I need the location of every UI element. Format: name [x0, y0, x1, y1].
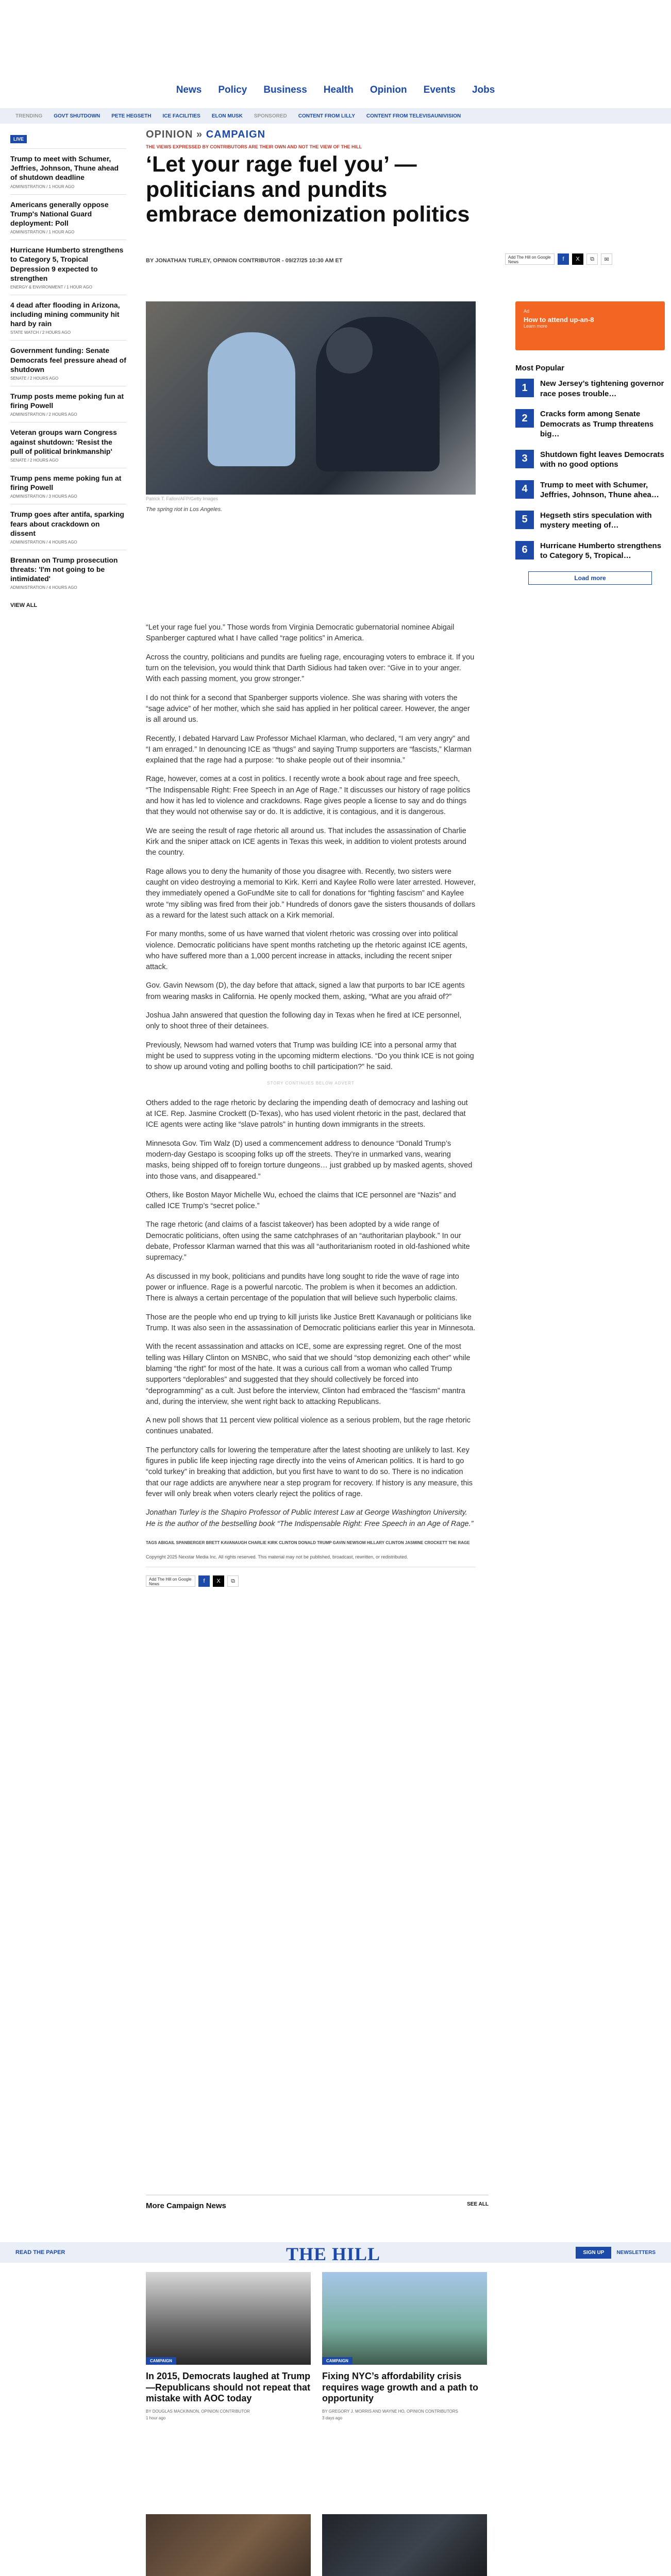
photo-credit: Patrick T. Fallon/AFP/Getty Images	[146, 496, 218, 501]
list-item[interactable]	[10, 504, 126, 550]
ad-banner[interactable]	[515, 301, 665, 350]
the-hill-logo[interactable]: THE HILL	[286, 2244, 381, 2264]
list-item[interactable]	[10, 295, 126, 341]
most-popular-item[interactable]	[515, 379, 665, 399]
list-item-meta: ADMINISTRATION / 4 HOURS AGO	[10, 585, 77, 590]
copy-link-icon[interactable]: ⧉	[227, 1575, 239, 1587]
list-item-title[interactable]: Hurricane Humberto strengthens to Category 5, Tropical Depression 9 expected to strengthen	[10, 246, 124, 282]
list-item-meta: ENERGY & ENVIRONMENT / 1 HOUR AGO	[10, 284, 92, 290]
x-icon[interactable]: X	[213, 1575, 224, 1587]
article-paragraph: Those are the people who end up trying to kill jurists like Justice Brett Kavanaugh or politicians like Trump. It was also seen in the assassination of Democratic politicians earlier this year in Minnesota.	[146, 1313, 476, 1332]
nav-news[interactable]: News	[176, 84, 202, 95]
latest-news-rail	[10, 134, 126, 608]
nav-opinion[interactable]: Opinion	[370, 84, 407, 95]
most-popular-item[interactable]	[515, 480, 665, 500]
photo-caption: The spring riot in Los Angeles.	[146, 506, 223, 513]
news-card[interactable]	[146, 2514, 311, 2576]
list-item-meta: ADMINISTRATION / 4 HOURS AGO	[10, 539, 77, 545]
main-nav	[0, 77, 671, 103]
trending-link[interactable]: PETE HEGSETH	[111, 113, 152, 119]
list-item[interactable]	[10, 340, 126, 386]
sponsored-label: SPONSORED	[254, 113, 287, 119]
breadcrumb	[146, 129, 265, 141]
most-popular-title[interactable]: Shutdown fight leaves Democrats with no good options	[540, 450, 664, 469]
article-paragraph: The perfunctory calls for lowering the temperature after the latest shooting are unlikely to last. Key figures in public life keep injecting rage directly into the veins of American politics. It is hard to go “cold turkey” in breaking that addiction, but you first have to want to do so. There is no indication that our rage addicts are anywhere near a step program for recovery. If history is any measure, this fever will only break when voters clearly reject the politics of rage.	[146, 1446, 473, 1498]
sign-up-button[interactable]: SIGN UP	[576, 2247, 611, 2259]
trending-link[interactable]: GOVT SHUTDOWN	[54, 113, 100, 119]
most-popular-heading: Most Popular	[515, 364, 565, 372]
breadcrumb-opinion[interactable]: OPINION	[146, 129, 193, 140]
category-badge: CAMPAIGN	[146, 2357, 176, 2365]
news-card[interactable]	[146, 2272, 311, 2420]
article-paragraph: Others, like Boston Mayor Michelle Wu, echoed the claims that ICE personnel are “Nazis” and called ICE Trump’s “secret police.”	[146, 1191, 456, 1211]
card-time: 1 hour ago	[146, 2415, 166, 2420]
article-paragraph: Rage, however, comes at a cost in politics. I recently wrote a book about rage and free speech, “The Indispensable Right: Free Speech in an Age of Rage.” It discusses our history of rage politics and how it has led to violence and crackdowns. Rage gives people a license to say and do things that they would not otherwise say or do. It is addictive, it is contagious, and it is dangerous.	[146, 775, 471, 817]
list-item-meta: ADMINISTRATION / 1 HOUR AGO	[10, 184, 75, 189]
copyright: Copyright 2025 Nexstar Media Inc. All rights reserved. This material may not be published, broadcast, rewritten, or redistributed.	[146, 1554, 476, 1568]
hill-bar	[0, 2242, 671, 2263]
card-byline: BY DOUGLAS MACKINNON, OPINION CONTRIBUTOR	[146, 2409, 250, 2414]
rank-badge: 1	[515, 379, 534, 397]
news-card[interactable]	[322, 2272, 487, 2420]
live-badge: LIVE	[10, 135, 27, 143]
article-paragraph: As discussed in my book, politicians and pundits have long sought to ride the wave of rage into power or influence. Rage is a powerful narcotic. The problem is when it becomes an addiction. There is always a certain percentage of the population that will believe such hyperbolic claims.	[146, 1272, 459, 1303]
list-item-title[interactable]: Brennan on Trump prosecution threats: 'I'm not going to be intimidated'	[10, 555, 118, 583]
google-news-button[interactable]: Add The Hill on Google News	[146, 1575, 195, 1587]
lead-photo	[146, 301, 476, 495]
hill-bar-actions	[576, 2247, 656, 2259]
more-news-title: More Campaign News	[146, 2201, 226, 2210]
list-item-meta: ADMINISTRATION / 3 HOURS AGO	[10, 494, 77, 499]
nav-events[interactable]: Events	[423, 84, 456, 95]
nav-business[interactable]: Business	[263, 84, 307, 95]
list-item[interactable]	[10, 194, 126, 240]
ad-slug: STORY CONTINUES BELOW ADVERT	[267, 1080, 355, 1086]
card-image[interactable]	[146, 2514, 311, 2576]
article-paragraph: Previously, Newsom had warned voters that Trump was building ICE into a personal army that might be used to suppress voting in the upcoming midterm elections. “Do you think ICE is not going to show up around voting and polling booths to chill participation?” he said.	[146, 1041, 474, 1072]
list-item[interactable]	[10, 422, 126, 468]
most-popular-item[interactable]	[515, 511, 665, 531]
most-popular-title[interactable]: New Jersey’s tightening governor race poses trouble…	[540, 379, 664, 398]
see-all-link[interactable]: SEE ALL	[467, 2201, 489, 2207]
newsletters-link[interactable]: NEWSLETTERS	[616, 2249, 656, 2256]
breadcrumb-separator: »	[196, 129, 203, 140]
list-item[interactable]	[10, 386, 126, 422]
article-paragraph: A new poll shows that 11 percent view political violence as a serious problem, but the rage rhetoric continues unabated.	[146, 1416, 471, 1436]
most-popular-title[interactable]: Hurricane Humberto strengthens to Category 5, Tropical…	[540, 541, 662, 560]
rank-badge: 6	[515, 541, 534, 560]
card-image[interactable]	[322, 2514, 487, 2576]
category-badge: CAMPAIGN	[322, 2357, 353, 2365]
list-item-meta: ADMINISTRATION / 1 HOUR AGO	[10, 230, 75, 235]
trending-link[interactable]: CONTENT FROM LILLY	[298, 113, 355, 119]
most-popular-title[interactable]: Trump to meet with Schumer, Jeffries, Johnson, Thune ahea…	[540, 480, 659, 499]
trending-link[interactable]: CONTENT FROM TELEVISAUNIVISION	[366, 113, 461, 119]
card-byline: BY GREGORY J. MORRIS AND WAYNE HO, OPINION CONTRIBUTORS	[322, 2409, 458, 2414]
card-time: 3 days ago	[322, 2415, 343, 2420]
most-popular-title[interactable]: Cracks form among Senate Democrats as Trump threatens big…	[540, 410, 654, 438]
rank-badge: 3	[515, 450, 534, 468]
photo-figure	[326, 327, 373, 374]
author-bio: Jonathan Turley is the Shapiro Professor of Public Interest Law at George Washington University. He is the author of the bestselling book “The Indispensable Right: Free Speech in an Age of Rage.”	[146, 1509, 474, 1528]
breadcrumb-campaign[interactable]: CAMPAIGN	[206, 129, 266, 140]
card-title[interactable]: In 2015, Democrats laughed at Trump —Republicans should not repeat that mistake with AOC today	[146, 2371, 311, 2404]
list-item-meta: STATE WATCH / 2 HOURS AGO	[10, 330, 71, 335]
article-paragraph: With the recent assassination and attacks on ICE, some are expressing regret. One of the most telling was Hillary Clinton on MSNBC, who said that we should “stop demonizing each other” while blaming “the right” for most of the hate. It was a curious call from a woman who called Trump supporters “deplorables” and suggested that they should collectively be forced into “deprogramming” as a cult. Just before the interview, Clinton had embraced the “fascism” mantra and, during the interview, she went right back to attacking Republicans.	[146, 1343, 471, 1406]
list-item-title[interactable]: Trump posts meme poking fun at firing Powell	[10, 392, 124, 410]
list-item-meta: SENATE / 2 HOURS AGO	[10, 376, 59, 381]
list-item-title[interactable]: Government funding: Senate Democrats feel pressure ahead of shutdown	[10, 346, 126, 374]
list-item-title[interactable]: Veteran groups warn Congress against shutdown: 'Resist the pull of political brinkmanship'	[10, 428, 117, 455]
view-all-link[interactable]: VIEW ALL	[10, 602, 38, 609]
ad-label: Ad	[524, 309, 530, 314]
article-paragraph: Minnesota Gov. Tim Walz (D) used a commencement address to denounce “Donald Trump’s modern-day Gestapo is scooping folks up off the streets. They’re in unmarked vans, wearing masks, being shipped off to foreign torture dungeons… just grabbed up by masked agents, shoved into those vans, and disappeared.”	[146, 1139, 473, 1181]
list-item[interactable]	[10, 240, 126, 295]
x-icon[interactable]: X	[572, 253, 583, 265]
list-item-title[interactable]: Trump to meet with Schumer, Jeffries, Johnson, Thune ahead of shutdown deadline	[10, 155, 119, 182]
ad-text: How to attend up-an-8	[524, 316, 594, 324]
card-title[interactable]: Fixing NYC’s affordability crisis requires wage growth and a path to opportunity	[322, 2371, 479, 2404]
nav-jobs[interactable]: Jobs	[472, 84, 495, 95]
tags[interactable]: TAGS ABIGAIL SPANBERGER BRETT KAVANAUGH CHARLIE KIRK CLINTON DONALD TRUMP GAVIN NEWSOM HILLARY CLINTON JASMINE CROCKETT THE RAGE	[146, 1540, 470, 1545]
news-card[interactable]	[322, 2514, 487, 2576]
load-more-button[interactable]: Load more	[528, 571, 652, 585]
rank-badge: 4	[515, 480, 534, 499]
ad-cta[interactable]: Learn more	[524, 324, 548, 329]
card-image[interactable]	[146, 2272, 311, 2365]
page-title: ‘Let your rage fuel you’ — politicians and pundits embrace demonization politics	[146, 152, 470, 227]
list-item[interactable]	[10, 468, 126, 504]
facebook-icon[interactable]: f	[558, 253, 569, 265]
most-popular-item[interactable]	[515, 541, 665, 561]
article-paragraph: Others added to the rage rhetoric by declaring the impending death of democracy and lashing out at ICE. Rep. Jasmine Crockett (D-Texas), who has used violent rhetoric in the past, declared that ICE agents were acting like “slave patrols” in hunting down immigrants in the streets.	[146, 1098, 468, 1129]
list-item-title[interactable]: Americans generally oppose Trump's National Guard deployment: Poll	[10, 200, 109, 227]
list-item-title[interactable]: Trump pens meme poking fun at firing Powell	[10, 473, 122, 492]
article-paragraph: I do not think for a second that Spanberger supports violence. She was sharing with voters the “sage advice” of her mother, which she said has applied in her political career. However, the anger is all around us.	[146, 693, 470, 724]
list-item[interactable]	[10, 148, 126, 194]
read-paper-link[interactable]: READ THE PAPER	[15, 2249, 65, 2256]
list-item-title[interactable]: Trump goes after antifa, sparking fears about crackdown on dissent	[10, 510, 124, 537]
article-paragraph: “Let your rage fuel you.” Those words from Virginia Democratic gubernatorial nominee Abigail Spanberger captured what I have called “rage politics” in America.	[146, 623, 455, 643]
article-paragraph: The rage rhetoric (and claims of a fascist takeover) has been adopted by a wide range of Democratic politicians, often using the same catchphrases of an “authoritarian playbook.” In our debate, Professor Klarman warned that this was all “authoritarianism rooted in old-fashioned white supremacy.”	[146, 1221, 470, 1262]
email-icon[interactable]: ✉	[601, 253, 612, 265]
trending-bar	[0, 108, 671, 124]
nav-policy[interactable]: Policy	[218, 84, 247, 95]
list-item-title[interactable]: 4 dead after flooding in Arizona, including mining community hit hard by rain	[10, 300, 120, 328]
most-popular-item[interactable]	[515, 450, 665, 470]
rank-badge: 5	[515, 511, 534, 529]
most-popular-title[interactable]: Hegseth stirs speculation with mystery meeting of…	[540, 511, 652, 530]
photo-figure	[208, 332, 295, 466]
article-body	[146, 622, 476, 1587]
rank-badge: 2	[515, 409, 534, 428]
card-image[interactable]	[322, 2272, 487, 2365]
article-paragraph: For many months, some of us have warned that violent rhetoric was crossing over into political violence. Democratic politicians have spent months ratcheting up the rhetoric against ICE agents, who have suffered more than a 1,000 percent increase in attacks, including the recent sniper attack.	[146, 930, 467, 972]
opinion-disclaimer: THE VIEWS EXPRESSED BY CONTRIBUTORS ARE THEIR OWN AND NOT THE VIEW OF THE HILL	[146, 144, 362, 149]
copy-link-icon[interactable]: ⧉	[586, 253, 598, 265]
list-item-meta: SENATE / 2 HOURS AGO	[10, 457, 59, 463]
article-paragraph: We are seeing the result of rage rhetoric all around us. That includes the assassination of Charlie Kirk and the sniper attack on ICE agents in Texas this week, in addition to violent protests around the country.	[146, 826, 466, 857]
right-rail	[515, 301, 665, 585]
article-paragraph: Recently, I debated Harvard Law Professor Michael Klarman, who declared, “I am very angry” and “I am enraged.” In denouncing ICE as “thugs” and saying Trump supporters are “fascists,” Klarman explained that the rage had a purpose: “to shake people out of their insomnia.”	[146, 734, 472, 765]
list-item-meta: ADMINISTRATION / 2 HOURS AGO	[10, 412, 77, 417]
article-paragraph: Gov. Gavin Newsom (D), the day before that attack, signed a law that purports to bar ICE agents from wearing masks in California. He openly mocked them, asking, “What are you afraid of?”	[146, 981, 465, 1001]
article-paragraph: Rage allows you to deny the humanity of those you disagree with. Recently, two sisters were caught on video destroying a memorial to Kirk. Kerri and Kaylee Rollo were later arrested. However, they immediately opened a GoFundMe site to call for donations for “fighting fascism” and Kaylee wrote “my sibling was fired from their job.” Hundreds of donors gave the sisters thousands of dollars as a reward for the latest such attack on a Kirk memorial.	[146, 867, 476, 920]
share-bar	[505, 253, 612, 265]
nav-health[interactable]: Health	[323, 84, 354, 95]
facebook-icon[interactable]: f	[198, 1575, 210, 1587]
trending-link[interactable]: ICE FACILITIES	[162, 113, 200, 119]
share-bar-bottom	[146, 1575, 476, 1587]
article-paragraph: Joshua Jahn answered that question the following day in Texas when he fired at ICE personnel, only to shoot three of their detainees.	[146, 1011, 462, 1031]
more-news-header	[146, 2195, 489, 2210]
list-item[interactable]	[10, 550, 126, 596]
most-popular-item[interactable]	[515, 409, 665, 439]
trending-link[interactable]: ELON MUSK	[211, 113, 243, 119]
trending-label: TRENDING	[15, 113, 43, 119]
article-paragraph: Across the country, politicians and pundits are fueling rage, encouraging voters to embrace it. If you turn on the television, you would think that Darth Sidious had taken over: “Give in to your anger. With each passing moment, you grow stronger.”	[146, 653, 475, 684]
google-news-button[interactable]: Add The Hill on Google News	[505, 253, 555, 265]
byline: BY JONATHAN TURLEY, OPINION CONTRIBUTOR - 09/27/25 10:30 AM ET	[146, 258, 343, 264]
